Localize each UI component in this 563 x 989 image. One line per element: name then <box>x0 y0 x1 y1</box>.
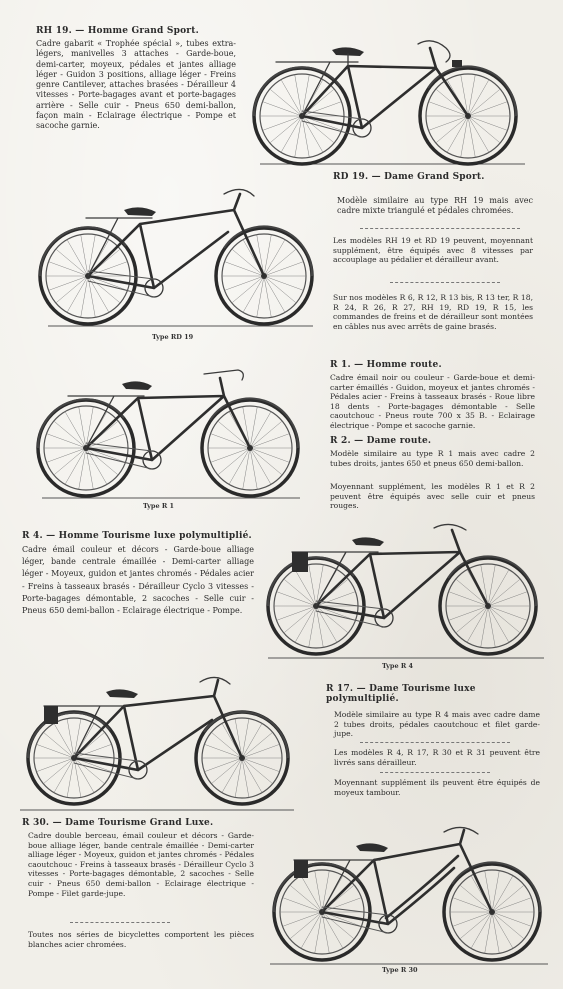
bicycle-ladies-touring-icon <box>18 666 298 814</box>
r17-description: Modèle similaire au type R 4 mais avec cadre dame 2 tubes droits, pédales caoutchouc et filet garde-jupe. <box>334 710 540 739</box>
rd19-option-note: Les modèles RH 19 et RD 19 peuvent, moyennant supplément, être équipés avec 8 vitesses par accouplage au pédalier et dérailleur avant. <box>333 236 533 265</box>
caption-r1: Type R 1 <box>143 502 175 510</box>
rd19-section <box>333 172 533 217</box>
r17-section <box>326 684 540 739</box>
r30-description: Cadre double berceau, émail couleur et décors - Garde-boue alliage léger, bande centrale émaillée - Demi-carter alliage léger - Moyeux, guidon et jantes chromés - Pédales caoutchouc - Freins à tasseaux brasés - Dérailleur Cyclo 3 vitesses - Porte-bagages démontable, 2 sacoches - Selle cuir - Pneus 650 demi-ballon - Eclairage électrique - Pompe - Filet garde-jupe. <box>28 831 254 898</box>
r2-description: Modèle similaire au type R 1 mais avec cadre 2 tubes droits, jantes 650 et pneus 650 demi-ballon. <box>330 449 535 468</box>
bicycle-men-road-icon <box>28 356 318 502</box>
r30-section <box>22 818 254 898</box>
caption-rd19: Type RD 19 <box>152 333 194 341</box>
r1-title: R 1. — Homme route. <box>330 360 442 370</box>
bicycle-men-touring-icon <box>262 518 547 662</box>
r2-option-note: Moyennant supplément, les modèles R 1 et R 2 peuvent être équipés avec selle cuir et pneus rouges. <box>330 482 535 511</box>
r17-supplement-note: Moyennant supplément ils peuvent être équipés de moyeux tambour. <box>334 778 540 797</box>
bicycle-ladies-mixte-icon <box>28 180 318 330</box>
bicycle-men-sport-icon <box>240 18 530 168</box>
r2-section <box>330 436 535 468</box>
r4-section <box>22 531 254 617</box>
separator-r17 <box>360 742 510 743</box>
r4-description: Cadre émail couleur et décors - Garde-boue alliage léger, bande centrale émaillée - Demi-carter alliage léger - Moyeux, guidon et jantes chromés - Pédales acier - Freins à tasseaux brasés - Dérailleur Cyclo 3 vitesses - Porte-bagages démontable, 2 sacoches - Selle cuir - Pneus 650 demi-ballon - Eclairage électrique - Pompe. <box>22 545 254 616</box>
r1-section <box>330 360 535 431</box>
rh19-section <box>36 26 236 132</box>
footer-note: Toutes nos séries de bicyclettes comportent les pièces blanches acier chromées. <box>28 930 254 949</box>
bicycle-ladies-grandluxe-icon <box>268 822 550 968</box>
r17-title: R 17. — Dame Tourisme luxe polymultiplié. <box>326 684 476 704</box>
r4-title: R 4. — Homme Tourisme luxe polymultiplié. <box>22 531 252 541</box>
r2-title: R 2. — Dame route. <box>330 436 432 446</box>
caption-r4: Type R 4 <box>382 662 414 670</box>
cables-note: Sur nos modèles R 6, R 12, R 13 bis, R 13 ter, R 18, R 24, R 26, R 27, RH 19, RD 19, R 15, les commandes de freins et de dérailleur sont montées en câbles nus avec arrêts de gaine brasés. <box>333 293 533 331</box>
rh19-description: Cadre gabarit « Trophée spécial », tubes extra-légers, manivelles 3 attaches - Garde-boue, demi-carter, moyeux, pédales et jantes alliage léger - Guidon 3 positions, alliage léger - Freins genre Cantilever, attaches brasées - Dérailleur 4 vitesses - Porte-bagages avant et porte-bagages arrière - Selle cuir - Pneus 650 demi-ballon, façon main - Eclairage électrique - Pompe et sacoche garnie. <box>36 39 236 131</box>
r1-description: Cadre émail noir ou couleur - Garde-boue et demi-carter émaillés - Guidon, moyeux et jantes chromés - Pédales acier - Freins à tasseaux brasés - Roue libre 18 dents - Porte-bagages démontable - Selle caoutchouc - Pneus route 700 x 35 B. - Eclairage électrique - Pompe et sacoche garnie. <box>330 373 535 430</box>
r30-title: R 30. — Dame Tourisme Grand Luxe. <box>22 818 214 828</box>
rd19-title: RD 19. — Dame Grand Sport. <box>333 172 485 182</box>
rh19-title: RH 19. — Homme Grand Sport. <box>36 26 199 36</box>
separator-cables <box>390 282 500 283</box>
rd19-description: Modèle similaire au type RH 19 mais avec cadre mixte triangulé et pédales chromées. <box>337 196 533 216</box>
separator-r30 <box>70 922 170 923</box>
separator-rd19 <box>360 228 520 229</box>
caption-r30: Type R 30 <box>382 966 418 974</box>
r17-option-note: Les modèles R 4, R 17, R 30 et R 31 peuvent être livrés sans dérailleur. <box>334 748 540 767</box>
separator-r17b <box>380 772 490 773</box>
